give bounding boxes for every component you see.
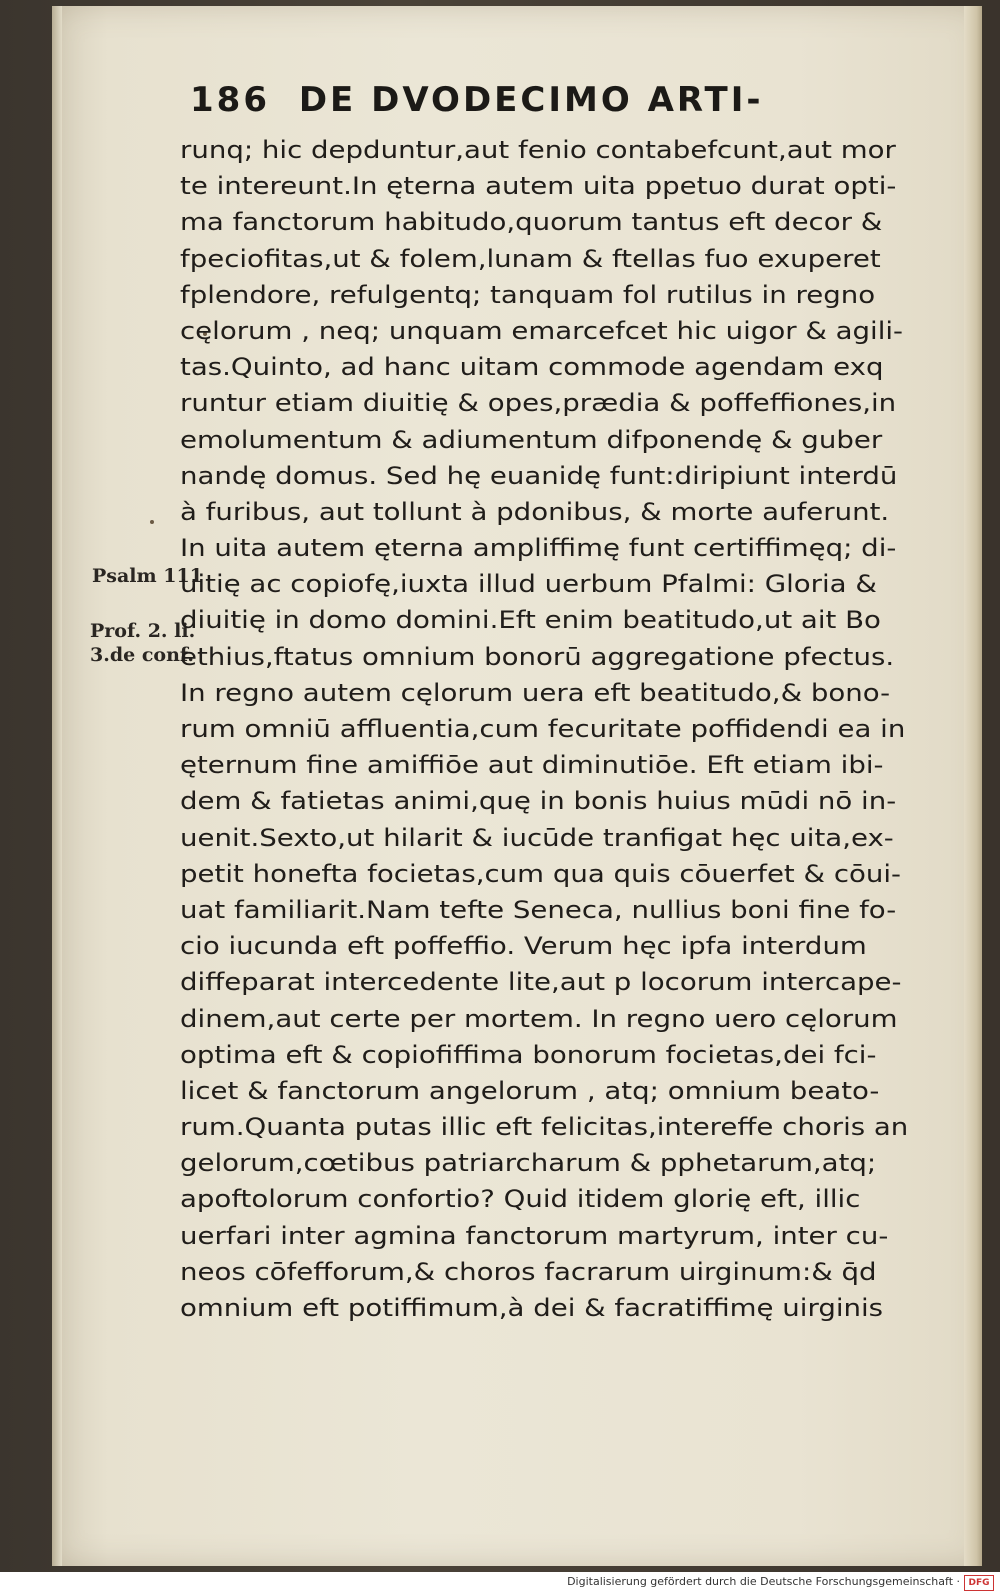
text-line: dinem,aut certe per mortem. In regno uero cęlorum bbox=[180, 1004, 898, 1033]
dfg-logo: DFG bbox=[964, 1575, 994, 1591]
margin-note-psalm: Psalm 111 bbox=[92, 565, 203, 587]
text-line: gelorum,cœtibus patriarcharum & pphetarum,atq; bbox=[180, 1149, 877, 1178]
text-line: ęternum fine amiffiōe aut diminutiōe. Eft etiam ibi- bbox=[180, 751, 884, 780]
text-line: licet & fanctorum angelorum , atq; omnium beato- bbox=[180, 1076, 880, 1105]
text-line: runq; hic depduntur,aut fenio contabefcunt,aut mor bbox=[180, 136, 896, 164]
text-line: diuitię in domo domini.Eft enim beatitudo,ut ait Bo bbox=[180, 606, 881, 635]
footer-bar bbox=[0, 1572, 1000, 1593]
text-line: apoftolorum confortio? Quid itidem glorię eft, illic bbox=[180, 1185, 861, 1214]
text-line: rum omniū affluentia,cum fecuritate poffidendi ea in bbox=[180, 715, 906, 743]
running-header bbox=[190, 80, 910, 130]
text-line: optima eft & copiofiffima bonorum focietas,dei fci- bbox=[180, 1040, 877, 1069]
running-title: DE DVODECIMO ARTI- bbox=[298, 80, 764, 120]
margin-note-boethius-2: 3.de conf. bbox=[90, 644, 194, 666]
text-line: runtur etiam diuitię & opes,prædia & poffeffiones,in bbox=[180, 389, 897, 418]
gutter-shade bbox=[52, 6, 62, 1566]
text-line: ethius,ftatus omnium bonorū aggregatione pfectus. bbox=[180, 642, 895, 671]
text-line: petit honefta focietas,cum qua quis cōuerfet & cōui- bbox=[180, 859, 901, 888]
footer-credit: Digitalisierung gefördert durch die Deutsche Forschungsgemeinschaft · bbox=[567, 1575, 960, 1588]
ink-speck bbox=[150, 520, 154, 524]
text-line: uerfari inter agmina fanctorum martyrum, inter cu- bbox=[180, 1221, 889, 1250]
text-line: uat familiarit.Nam tefte Seneca, nullius boni fine fo- bbox=[180, 895, 897, 924]
text-line: In uita autem ęterna ampliffimę funt certiffimęq; di- bbox=[180, 534, 897, 563]
text-line: ma fanctorum habitudo,quorum tantus eft decor & bbox=[180, 208, 883, 237]
text-line: cęlorum , neq; unquam emarcefcet hic uigor & agili- bbox=[180, 316, 904, 345]
text-line: te intereunt.In ęterna autem uita ppetuo durat opti- bbox=[180, 172, 897, 201]
text-line: In regno autem cęlorum uera eft beatitudo,& bono- bbox=[180, 678, 891, 707]
text-line: diffeparat intercedente lite,aut p locorum intercape- bbox=[180, 968, 902, 997]
text-line: fplendore, refulgentq; tanquam fol rutilus in regno bbox=[180, 280, 876, 309]
text-line: emolumentum & adiumentum difponendę & guber bbox=[180, 425, 883, 454]
text-line: dem & fatietas animi,quę in bonis huius mūdi nō in- bbox=[180, 787, 897, 816]
body-text bbox=[180, 132, 925, 1326]
text-line: nandę domus. Sed hę euanidę funt:diripiunt interdū bbox=[180, 461, 898, 490]
text-line: à furibus, aut tollunt à pdonibus, & morte auferunt. bbox=[180, 497, 890, 526]
text-line: fpeciofitas,ut & folem,lunam & ftellas fuo exuperet bbox=[180, 244, 881, 273]
text-line: cio iucunda eft poffeffio. Verum hęc ipfa interdum bbox=[180, 932, 867, 961]
text-line: rum.Quanta putas illic eft felicitas,intereffe choris an bbox=[180, 1113, 909, 1142]
text-line: uitię ac copiofę,iuxta illud uerbum Pfalmi: Gloria & bbox=[180, 570, 877, 599]
margin-note-boethius-1: Prof. 2. li. bbox=[90, 620, 196, 642]
text-line: omnium eft potiffimum,à dei & facratiffimę uirginis bbox=[180, 1294, 884, 1322]
text-line: neos cōfefforum,& choros facrarum uirginum:& q̄d bbox=[180, 1257, 877, 1286]
page-number: 186 bbox=[190, 80, 270, 120]
text-line: uenit.Sexto,ut hilarit & iucūde tranfigat hęc uita,ex- bbox=[180, 823, 894, 852]
text-line: tas.Quinto, ad hanc uitam commode agendam exq bbox=[180, 353, 884, 382]
